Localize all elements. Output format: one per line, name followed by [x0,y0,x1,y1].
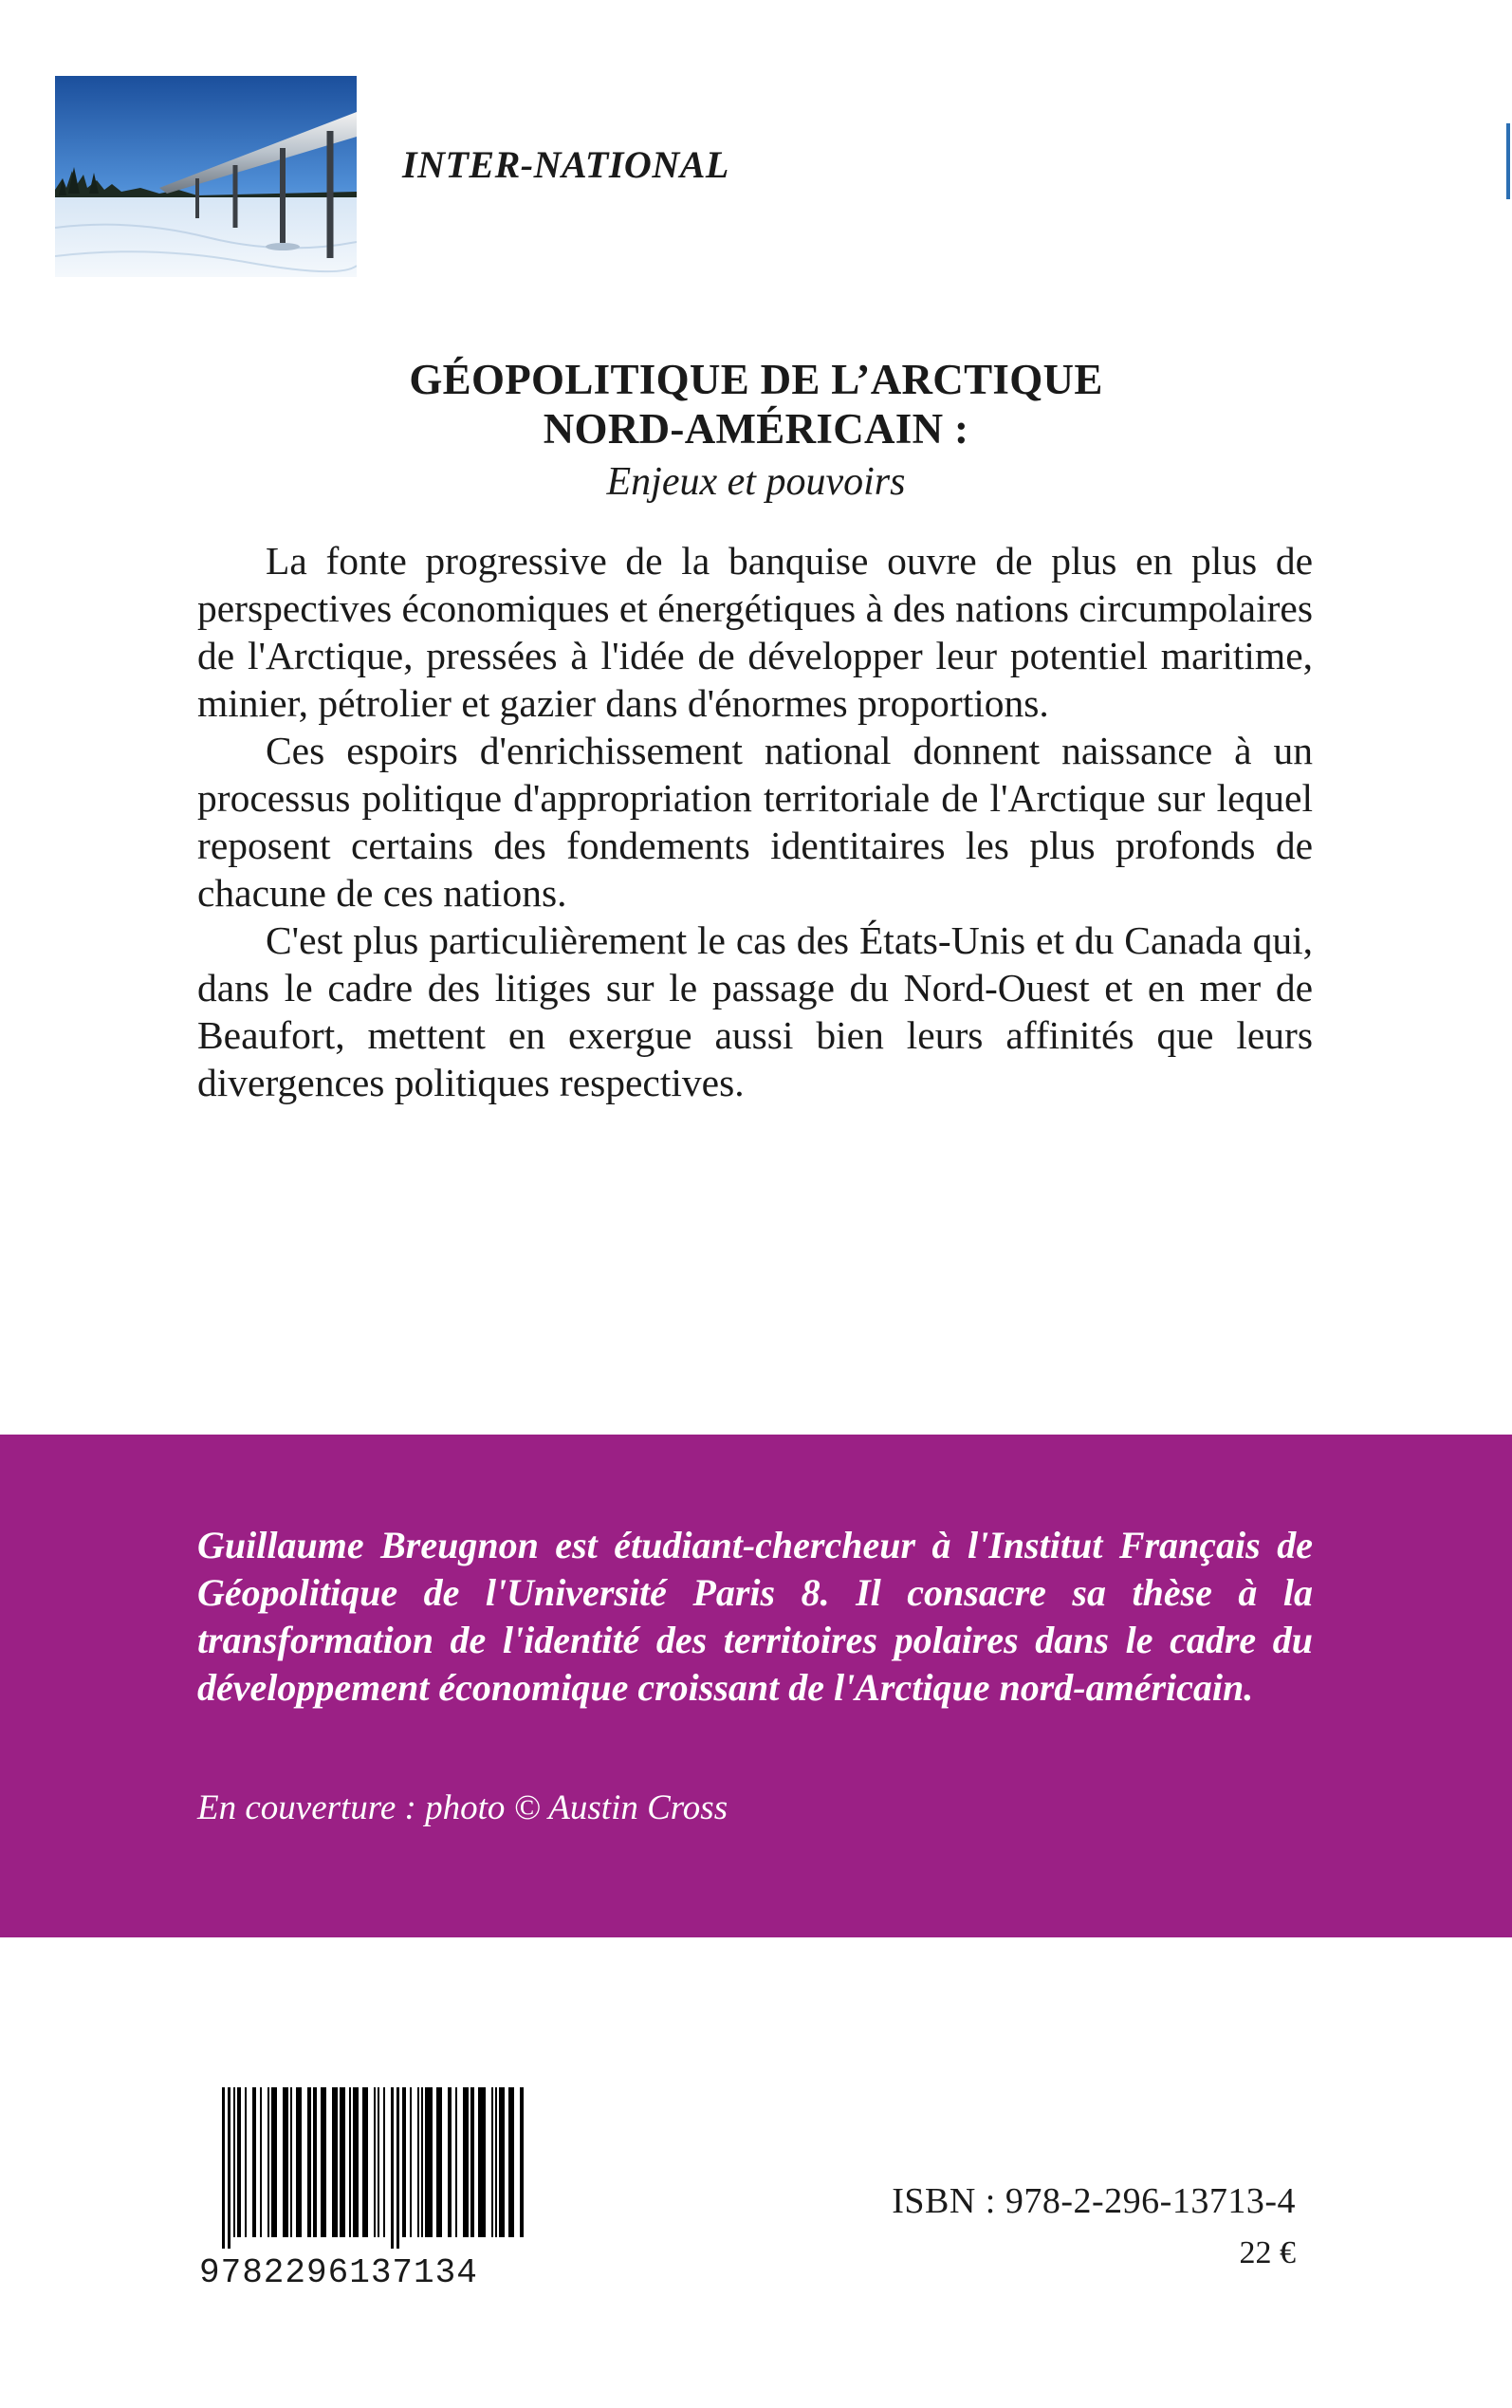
barcode-bar [307,2087,311,2237]
isbn: ISBN : 978-2-296-13713-4 [892,2181,1296,2221]
book-title-line-2: NORD-AMÉRICAIN : [543,405,969,453]
barcode-bar [222,2087,225,2249]
barcode-bar [228,2087,230,2249]
barcode-bar [520,2087,524,2237]
barcode-bar [402,2087,406,2237]
summary-paragraph-2: Ces espoirs d'enrichissement national donnent naissance à un processus politique d'appropriation territoriale de l'Arctique sur lequel reposent certains des fondements identitaires les plus profonds de chacune de ces nations. [197,729,1313,915]
barcode-bar [421,2087,423,2237]
barcode-bar [296,2087,302,2237]
barcode-bar [374,2087,376,2237]
summary-text [197,537,1313,1106]
barcode-bar [233,2087,235,2237]
barcode-bar [378,2087,379,2237]
barcode-bar [396,2087,399,2249]
barcode-bar [362,2087,368,2237]
barcode-number: 9782296137134 [199,2253,478,2292]
barcode-bar [349,2087,351,2237]
barcode-bar [332,2087,338,2237]
barcode-bar [252,2087,256,2237]
barcode-bar [237,2087,241,2237]
summary-paragraph-3: C'est plus particulièrement le cas des États-Unis et du Canada qui, dans le cadre des litiges sur le passage du Nord-Ouest et en mer de Beaufort, mettent en exergue aussi bien leurs affinités que leurs divergences politiques respectives. [197,918,1313,1104]
barcode-bar [267,2087,269,2237]
barcode-bar [383,2087,385,2237]
author-bio: Guillaume Breugnon est étudiant-chercheur à l'Institut Français de Géopolitique de l'Université Paris 8. Il consacre sa thèse à la transformation de l'identité des territoires polaires dans le cadre du développement économique croissant de l'Arctique nord-américain. [197,1524,1313,1709]
barcode-bar [410,2087,412,2237]
book-subtitle: Enjeux et pouvoirs [606,460,906,504]
author-bio-band [0,1435,1512,1937]
barcode-bar [495,2087,497,2237]
barcode-bar [260,2087,262,2237]
barcode-bar [290,2087,292,2237]
book-title-block [0,355,1512,509]
series-name: INTER-NATIONAL [402,143,729,186]
barcode-bars [222,2087,527,2249]
barcode-bar [448,2087,452,2237]
barcode-bar [271,2087,277,2237]
barcode-bar [463,2087,469,2237]
barcode-bar [245,2087,247,2237]
barcode-bar [470,2087,474,2237]
barcode-bar [436,2087,442,2237]
barcode-bar [340,2087,345,2237]
cover-photo [55,76,357,277]
barcode-bar [508,2087,514,2237]
barcode-bar [391,2087,394,2249]
barcode-bar [499,2087,505,2237]
barcode-bar [283,2087,288,2237]
pipeline-snow-image [55,76,357,277]
barcode-bar [478,2087,486,2237]
barcode-bar [425,2087,433,2237]
barcode-bar [353,2087,359,2237]
barcode-bar [417,2087,419,2237]
barcode-bar [491,2087,493,2237]
book-title-line-1: GÉOPOLITIQUE DE L’ARCTIQUE [409,356,1103,403]
summary-paragraph-1: La fonte progressive de la banquise ouvre de plus en plus de perspectives économiques et énergétiques à des nations circumpolaires de l'Arctique, pressées à l'idée de développer leur potentiel maritime, minier, pétrolier et gazier dans d'énormes proportions. [197,539,1313,725]
barcode-bar [455,2087,457,2237]
spine-edge-mark [1506,123,1510,199]
barcode-bar [321,2087,326,2237]
barcode [199,2087,527,2298]
barcode-bar [313,2087,317,2237]
photo-credit: En couverture : photo © Austin Cross [197,1788,728,1827]
price: 22 € [1239,2235,1296,2270]
